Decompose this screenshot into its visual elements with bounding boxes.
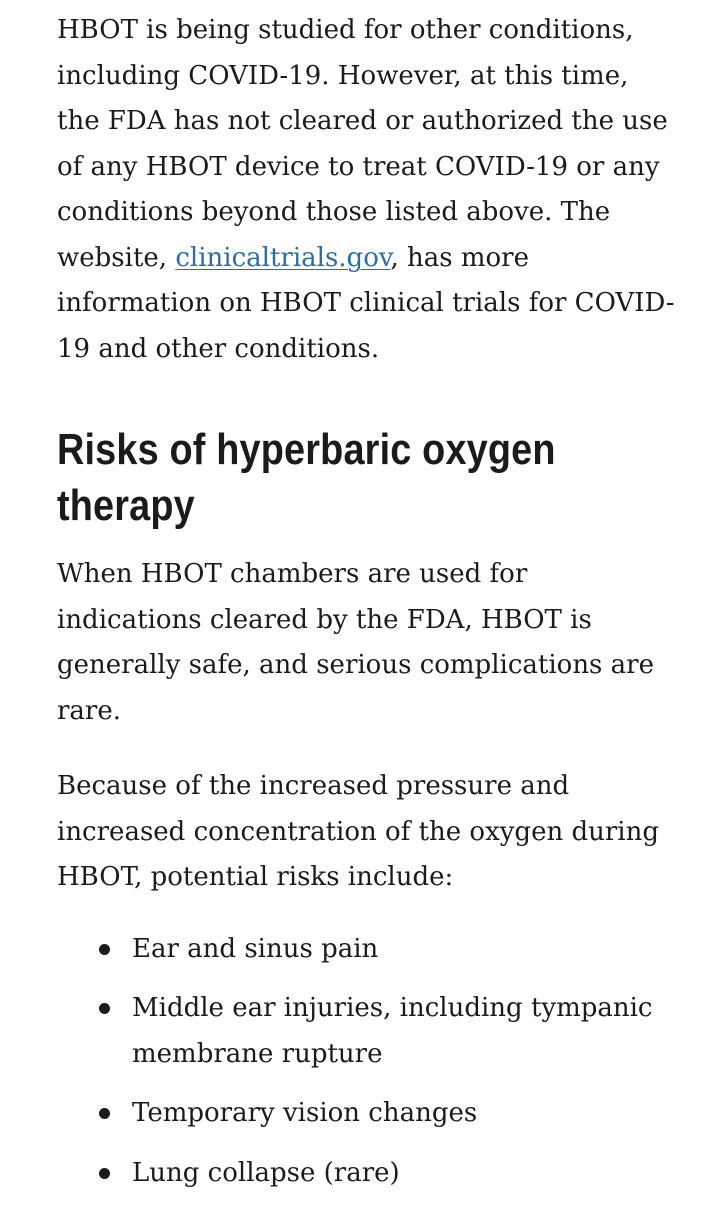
safety-paragraph: When HBOT chambers are used for indications cleared by the FDA, HBOT is generally safe, and serious complications are rare. [57, 559, 654, 726]
list-item-text: Middle ear injuries, including tympanic membrane rupture [132, 993, 653, 1069]
bullet-icon [99, 1168, 110, 1179]
list-item-text: Lung collapse (rare) [132, 1157, 400, 1188]
intro-text-after-link: , has more information on HBOT clinical trials for COVID-19 and other conditions. [57, 242, 675, 364]
article-content [57, 8, 677, 1210]
list-item [57, 1091, 677, 1137]
list-item-text: Ear and sinus pain [132, 933, 379, 964]
section-heading: Risks of hyperbaric oxygen therapy [57, 425, 556, 530]
bullet-icon [99, 944, 110, 955]
risks-intro-paragraph: Because of the increased pressure and increased concentration of the oxygen during HBOT, potential risks include: [57, 771, 659, 892]
list-item-text: Temporary vision changes [132, 1098, 478, 1128]
intro-paragraph [57, 8, 677, 372]
clinicaltrials-link[interactable]: clinicaltrials.gov [175, 242, 391, 273]
intro-text-before-link: HBOT is being studied for other conditions, including COVID-19. However, at this time, the FDA has not cleared or authorized the use of any HBOT device to treat COVID-19 or any conditions beyond those listed above. The website, [57, 15, 668, 273]
list-item [57, 986, 677, 1077]
bullet-icon [99, 1003, 110, 1014]
bullet-icon [99, 1108, 110, 1119]
list-item [57, 927, 677, 973]
list-item [57, 1151, 677, 1197]
risk-list [57, 927, 677, 1197]
